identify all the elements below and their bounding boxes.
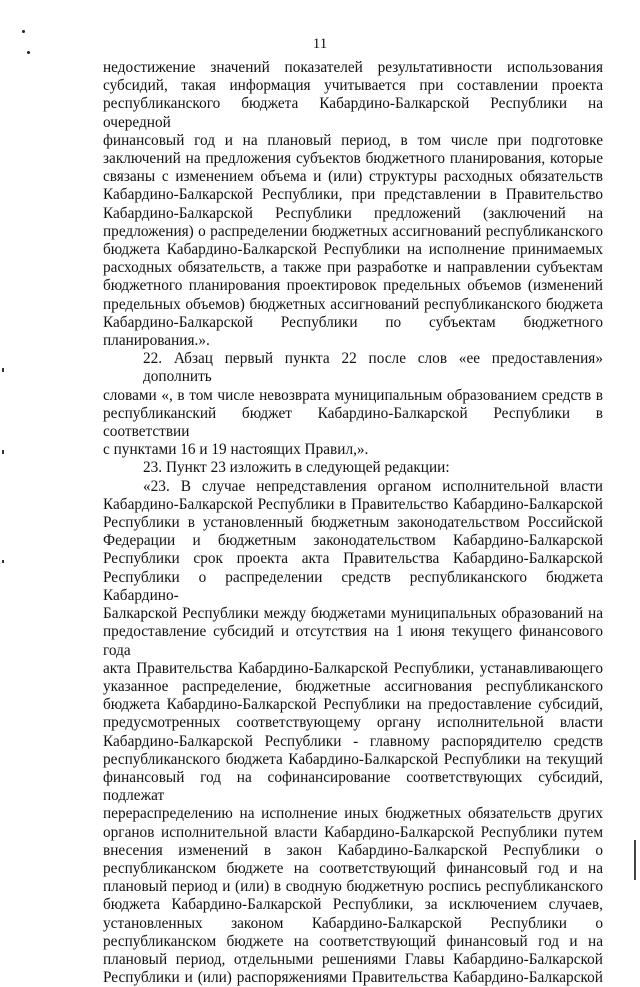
text-line: органов исполнительной власти Кабардино-Балкарской Республики путем — [103, 823, 603, 841]
text-line: бюджета Кабардино-Балкарской Республики на исполнение принимаемых — [103, 241, 603, 259]
text-line: планирования.». — [103, 332, 210, 350]
text-line: предельных объемов) бюджетных ассигнований республиканского бюджета — [103, 295, 603, 313]
text-line: финансовый год и на плановый период, в том числе при подготовке — [103, 131, 603, 149]
text-line: предложения) о распределении бюджетных ассигнований республиканского — [103, 222, 603, 240]
text-line: республиканском бюджете на соответствующий финансовый год и на — [103, 859, 603, 877]
scan-edge-mark — [2, 450, 4, 454]
text-line: предусмотренных соответствующему органу исполнительной власти — [103, 714, 603, 732]
text-line: заключений на предложения субъектов бюджетного планирования, которые — [103, 150, 603, 168]
text-line: бюджетного планирования проектировок предельных объемов (изменений — [103, 277, 603, 295]
text-line: указанное распределение, бюджетные ассигнования республиканского — [103, 677, 603, 695]
text-line: бюджета Кабардино-Балкарской Республики, за исключением случаев, — [103, 896, 603, 914]
text-line: Кабардино-Балкарской Республики по субъектам бюджетного — [103, 313, 603, 331]
text-line: акта Правительства Кабардино-Балкарской Республики, устанавливающего — [103, 659, 603, 677]
text-line: субсидий, такая информация учитывается при составлении проекта — [103, 77, 603, 95]
text-line: словами «, в том числе невозврата муниципальным образованием средств в — [103, 386, 603, 404]
text-line: плановый период и (или) в сводную бюджетную роспись республиканского — [103, 878, 603, 896]
text-line: финансовый год на софинансирование соответствующих субсидий, подлежат — [103, 768, 603, 805]
text-line: Республики о распределении средств республиканского бюджета Кабардино- — [103, 568, 603, 604]
text-line: 22. Абзац первый пункта 22 после слов «ее предоставления» дополнить — [143, 350, 603, 386]
text-line: предоставление субсидий и отсутствия на 1 июня текущего финансового года — [103, 623, 603, 659]
text-line: Кабардино-Балкарской Республики - главному распорядителю средств — [103, 732, 603, 750]
text-line: республиканском бюджете на соответствующий финансовый год и на — [103, 932, 603, 950]
text-line: Кабардино-Балкарской Республики предложений (заключений на — [103, 204, 603, 222]
scan-edge-mark — [634, 840, 636, 880]
text-line: недостижение значений показателей результативности использования — [103, 59, 603, 76]
text-line: Республики и (или) распоряжениями Правительства Кабардино-Балкарской — [103, 969, 603, 987]
text-line: плановый период, отдельными решениями Главы Кабардино-Балкарской — [103, 950, 603, 968]
text-line: Кабардино-Балкарской Республики, при представлении в Правительство — [103, 186, 603, 204]
text-line: Кабардино-Балкарской Республики в Правительство Кабардино-Балкарской — [103, 495, 603, 513]
text-line: внесения изменений в закон Кабардино-Балкарской Республики о — [103, 841, 603, 859]
scan-edge-mark — [2, 560, 4, 563]
document-body — [103, 59, 603, 987]
page-number: 11 — [312, 36, 328, 52]
text-line: «23. В случае непредставления органом исполнительной власти — [143, 477, 603, 495]
text-line: установленных законом Кабардино-Балкарской Республики о — [103, 914, 603, 932]
text-line: Республики срок проекта акта Правительства Кабардино-Балкарской — [103, 550, 603, 568]
text-line: Республики в установленный бюджетным законодательством Российской — [103, 514, 603, 532]
text-line: республиканского бюджета Кабардино-Балкарской Республики на текущий — [103, 750, 603, 768]
text-line: с пунктами 16 и 19 настоящих Правил,». — [103, 441, 369, 459]
text-line: Балкарской Республики между бюджетами муниципальных образований на — [103, 605, 603, 623]
scan-speck — [22, 30, 25, 33]
text-line: 23. Пункт 23 изложить в следующей редакции: — [143, 459, 450, 477]
text-line: Федерации и бюджетным законодательством Кабардино-Балкарской — [103, 532, 603, 550]
text-line: республиканского бюджета Кабардино-Балкарской Республики на очередной — [103, 95, 603, 131]
text-line: республиканский бюджет Кабардино-Балкарской Республики в соответствии — [103, 404, 603, 441]
text-line: расходных обязательств, а также при разработке и направлении субъектам — [103, 259, 603, 277]
text-line: связаны с изменением объема и (или) структуры расходных обязательств — [103, 168, 603, 186]
scan-speck — [27, 51, 30, 54]
text-line: бюджета Кабардино-Балкарской Республики на предоставление субсидий, — [103, 696, 603, 714]
scan-edge-mark — [2, 368, 4, 372]
text-line: перераспределению на исполнение иных бюджетных обязательств других — [103, 805, 603, 823]
